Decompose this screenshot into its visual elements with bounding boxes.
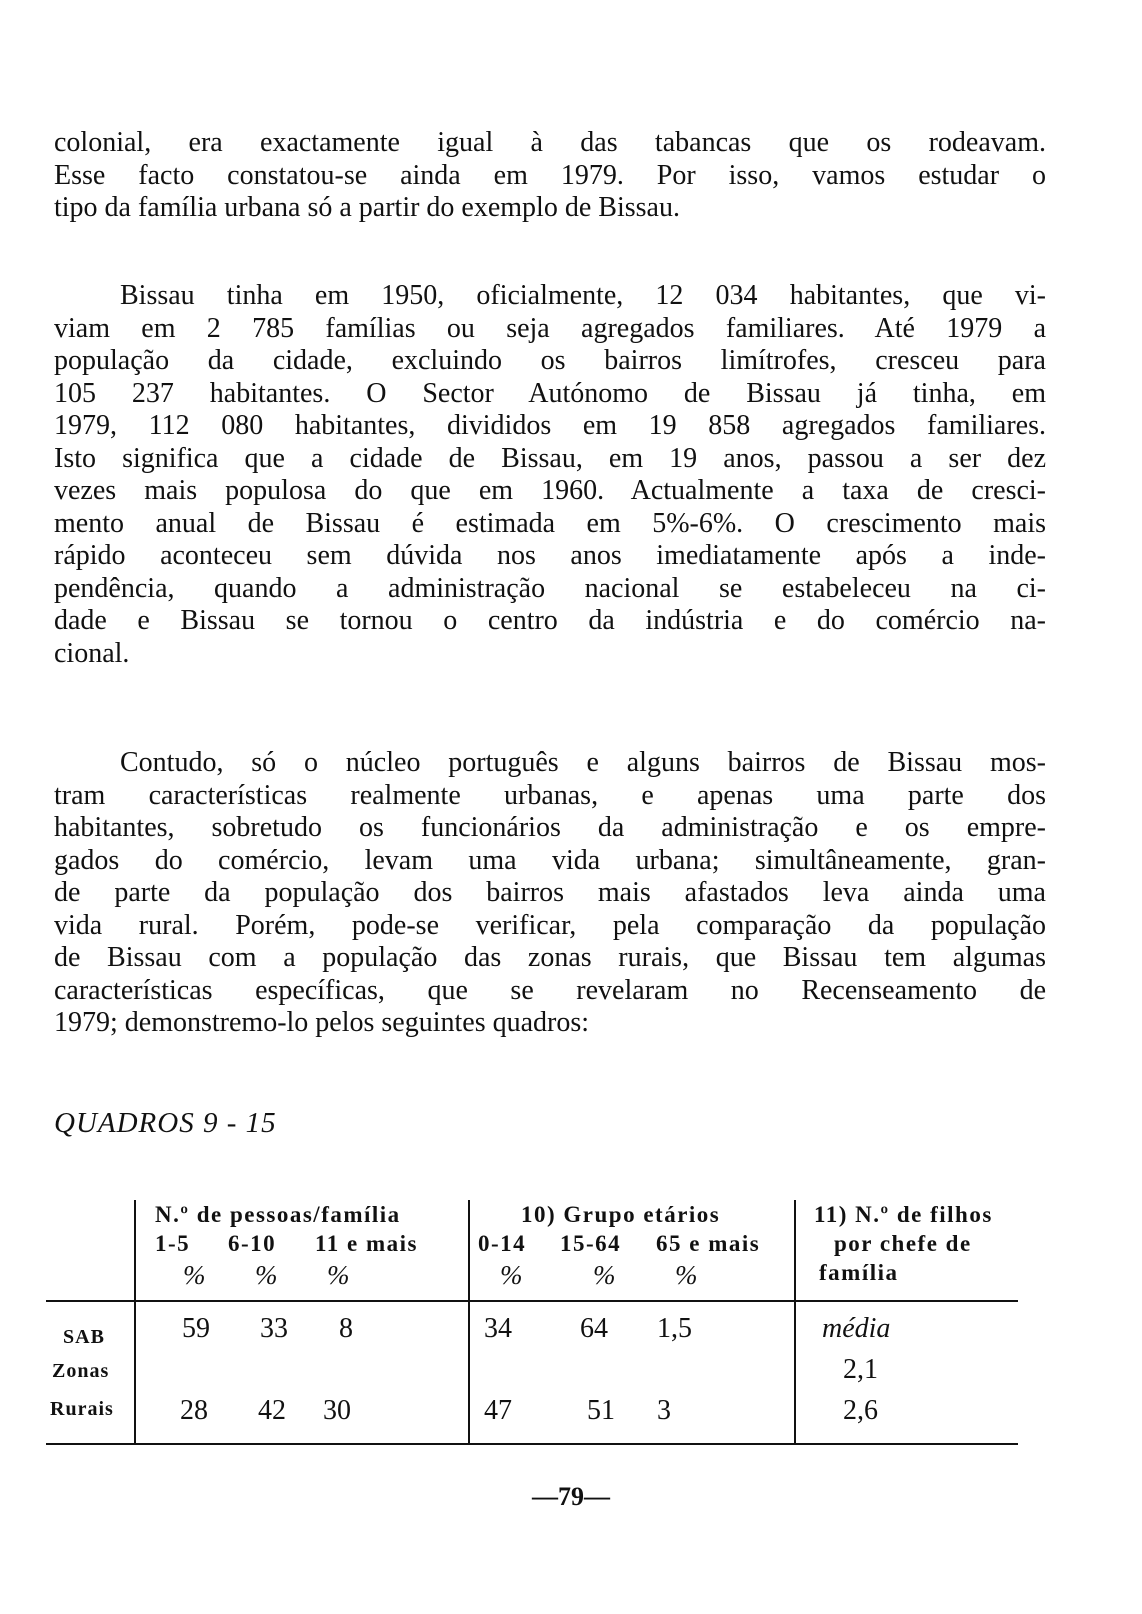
row-label-sab: SAB: [63, 1326, 105, 1348]
group2-pct1: %: [500, 1260, 523, 1290]
table-divider-1: [134, 1200, 136, 1445]
text-line: de parte da população dos bairros mais afastados leva ainda uma: [54, 877, 1046, 908]
group2-col2: 15-64: [560, 1231, 622, 1256]
sab-g1-v3: 8: [339, 1313, 353, 1344]
text-line: Bissau tinha em 1950, oficialmente, 12 034 habitantes, que vi-: [120, 280, 1046, 311]
section-title: QUADROS 9 - 15: [54, 1107, 277, 1139]
paragraph-2: [54, 280, 1046, 670]
text-line: colonial, era exactamente igual à das tabancas que os rodeavam.: [54, 127, 1046, 158]
text-line: vida rural. Porém, pode-se verificar, pela comparação da população: [54, 909, 1046, 941]
text-line: 1979; demonstremo-lo pelos seguintes quadros:: [54, 1007, 590, 1038]
page-number: —79—: [532, 1482, 610, 1511]
row-label-rurais: Rurais: [50, 1398, 114, 1420]
group1-col2: 6-10: [228, 1231, 277, 1256]
group3-line1: 11) N.º de filhos: [814, 1202, 993, 1227]
text-line: Contudo, só o núcleo português e alguns bairros de Bissau mos-: [120, 747, 1046, 778]
table-bottom-rule: [46, 1443, 1018, 1445]
text-line: 105 237 habitantes. O Sector Autónomo de Bissau já tinha, em: [54, 377, 1046, 409]
group2-col1: 0-14: [478, 1231, 527, 1256]
text-line: viam em 2 785 famílias ou seja agregados familiares. Até 1979 a: [54, 312, 1046, 344]
text-line: cional.: [54, 637, 130, 669]
paragraph-3: [54, 747, 1046, 1040]
text-line: características específicas, que se revelaram no Recenseamento de: [54, 974, 1046, 1006]
text-line: gados do comércio, levam uma vida urbana; simultâneamente, gran-: [54, 844, 1046, 876]
group1-col1: 1-5: [155, 1231, 191, 1256]
row-label-zonas: Zonas: [52, 1360, 110, 1382]
group1-pct1: %: [183, 1260, 206, 1290]
text-line: Isto significa que a cidade de Bissau, em 19 anos, passou a ser dez: [54, 442, 1046, 474]
sab-g1-v1: 59: [182, 1313, 210, 1344]
zonas-g3-value: 2,1: [843, 1354, 878, 1385]
sab-g1-v2: 33: [260, 1313, 288, 1344]
group1-pct3: %: [327, 1260, 350, 1290]
sab-g2-v3: 1,5: [657, 1313, 692, 1344]
text-line: população da cidade, excluindo os bairros limítrofes, cresceu para: [54, 345, 1046, 376]
rurais-g2-v3: 3: [657, 1395, 671, 1426]
group1-pct2: %: [255, 1260, 278, 1290]
sab-g3-value: média: [822, 1313, 891, 1344]
group3-line3: família: [819, 1260, 899, 1285]
text-line: habitantes, sobretudo os funcionários da administração e os empre-: [54, 812, 1046, 843]
group2-pct3: %: [675, 1260, 698, 1290]
text-line: rápido aconteceu sem dúvida nos anos imediatamente após a inde-: [54, 540, 1046, 571]
group3-line2: por chefe de: [834, 1231, 972, 1256]
sab-g2-v2: 64: [580, 1313, 608, 1344]
text-line: vezes mais populosa do que em 1960. Actualmente a taxa de cresci-: [54, 475, 1046, 506]
table-header-rule: [46, 1300, 1018, 1302]
group1-title: N.º de pessoas/família: [155, 1202, 401, 1227]
text-line: tram características realmente urbanas, e apenas uma parte dos: [54, 779, 1046, 811]
rurais-g2-v1: 47: [484, 1395, 512, 1426]
group1-col3: 11 e mais: [315, 1231, 418, 1256]
rurais-g1-v2: 42: [258, 1395, 286, 1426]
table-divider-3: [794, 1200, 796, 1445]
text-line: de Bissau com a população das zonas rurais, que Bissau tem algumas: [54, 942, 1046, 973]
text-line: dade e Bissau se tornou o centro da indústria e do comércio na-: [54, 605, 1046, 636]
rurais-g1-v1: 28: [180, 1395, 208, 1426]
text-line: pendência, quando a administração nacional se estabeleceu na ci-: [54, 572, 1046, 604]
text-line: 1979, 112 080 habitantes, divididos em 19 858 agregados familiares.: [54, 410, 1046, 441]
group2-col3: 65 e mais: [656, 1231, 761, 1256]
sab-g2-v1: 34: [484, 1313, 512, 1344]
paragraph-1: [54, 127, 1046, 225]
rurais-g1-v3: 30: [323, 1395, 351, 1426]
table-divider-2: [468, 1200, 470, 1445]
rurais-g2-v2: 51: [587, 1395, 615, 1426]
text-line: mento anual de Bissau é estimada em 5%-6%. O crescimento mais: [54, 507, 1046, 539]
group2-pct2: %: [593, 1260, 616, 1290]
text-line: Esse facto constatou-se ainda em 1979. Por isso, vamos estudar o: [54, 159, 1046, 191]
group2-title: 10) Grupo etários: [521, 1202, 721, 1227]
rurais-g3-value: 2,6: [843, 1395, 878, 1426]
text-line: tipo da família urbana só a partir do exemplo de Bissau.: [54, 192, 680, 223]
